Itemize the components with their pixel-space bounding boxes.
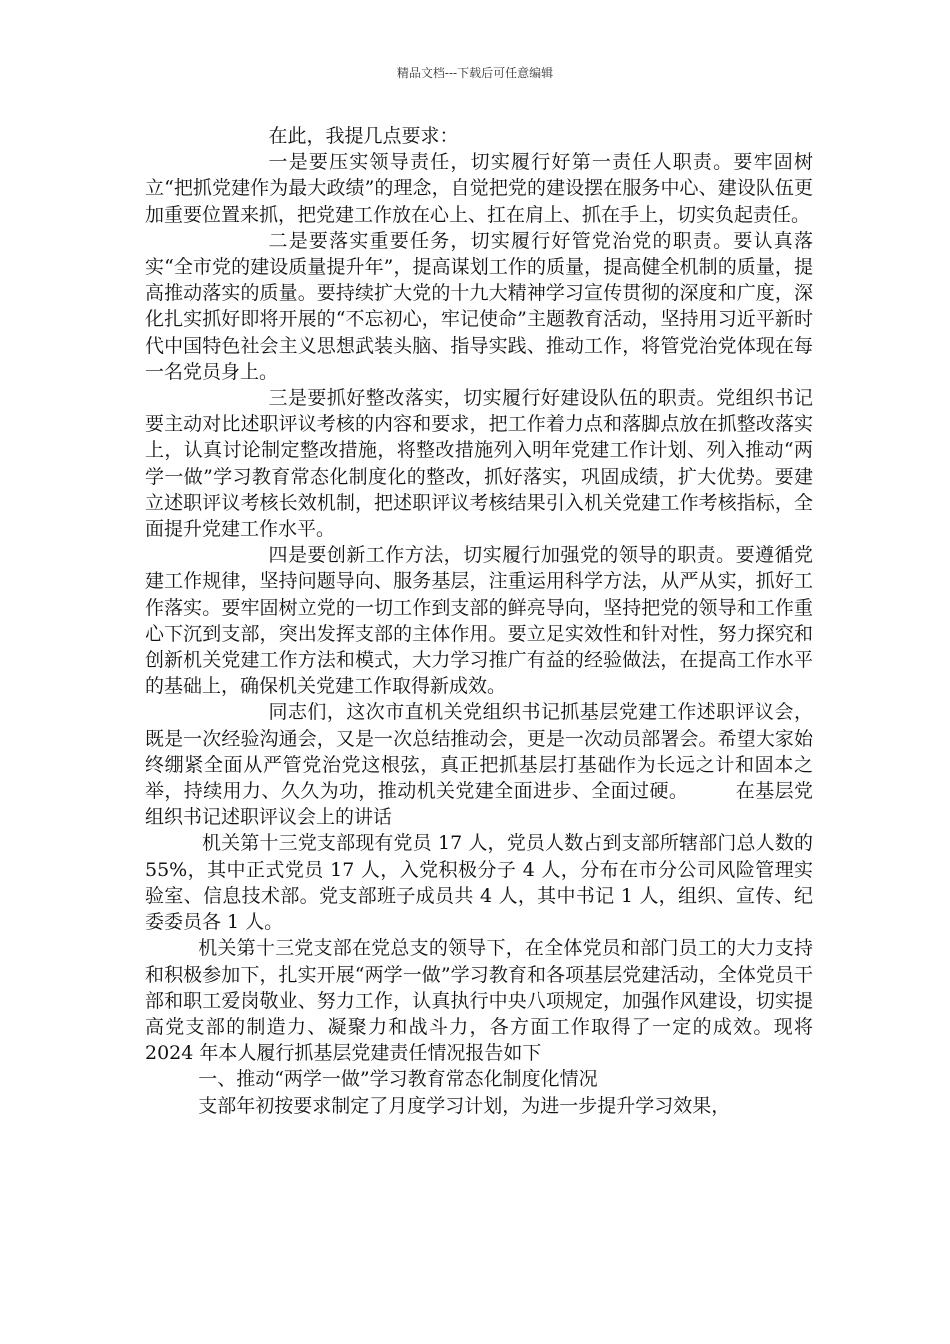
paragraph-study-plan: 支部年初按要求制定了月度学习计划，为进一步提升学习效果，	[198, 1094, 731, 1117]
section-heading-1: 一、推动“两学一做”学习教育常态化制度化情况	[198, 1068, 598, 1091]
paragraph-branch-overview: 机关第十三党支部现有党员 17 人，党员人数占到支部所辖部门总人数的 55%，其中正式党员 17 人，入党积极分子 4 人，分布在市分公司风险管理实验室、信息技术部。党支部班子成员共 4 人，其中书记 1 人，组织、宣传、纪委委员各 1 人。	[145, 832, 813, 934]
document-body	[145, 123, 813, 1119]
paragraph-conclusion	[145, 699, 813, 830]
paragraph-requirement-3: 三是要抓好整改落实，切实履行好建设队伍的职责。党组织书记要主动对比述职评议考核的内容和要求，把工作着力点和落脚点放在抓整改落实上，认真讨论制定整改措施，将整改措施列入明年党建工作计划、列入推动“两学一做”学习教育常态化制度化的整改，抓好落实，巩固成绩，扩大优势。要建立述职评议考核长效机制，把述职评议考核结果引入机关党建工作考核指标，全面提升党建工作水平。	[145, 387, 813, 541]
speech-title: 在基层党组织书记述职评议会上的讲话	[145, 780, 813, 829]
page-header: 精品文档---下载后可任意编辑	[396, 66, 554, 80]
paragraph-requirement-1: 一是要压实领导责任，切实履行好第一责任人职责。要牢固树立“把抓党建作为最大政绩”的理念，自觉把党的建设摆在服务中心、建设队伍更加重要位置来抓，把党建工作放在心上、扛在肩上、抓在手上，切实负起责任。	[145, 151, 813, 226]
paragraph-requirement-4: 四是要创新工作方法，切实履行加强党的领导的职责。要遵循党建工作规律，坚持问题导向、服务基层，注重运用科学方法，从严从实，抓好工作落实。要牢固树立党的一切工作到支部的鲜亮导向，坚持把党的领导和工作重心下沉到支部，突出发挥支部的主体作用。要立足实效性和针对性，努力探究和创新机关党建工作方法和模式，大力学习推广有益的经验做法，在提高工作水平的基础上，确保机关党建工作取得新成效。	[145, 544, 813, 698]
paragraph-branch-work: 机关第十三党支部在党总支的领导下，在全体党员和部门员工的大力支持和积极参加下，扎实开展“两学一做”学习教育和各项基层党建活动，全体党员干部和职工爱岗敬业、努力工作，认真执行中央八项规定，加强作风建设，切实提高党支部的制造力、凝聚力和战斗力，各方面工作取得了一定的成效。现将 2024 年本人履行抓基层党建责任情况报告如下	[145, 937, 813, 1065]
paragraph-requirement-2: 二是要落实重要任务，切实履行好管党治党的职责。要认真落实“全市党的建设质量提升年”，提高谋划工作的质量，提高健全机制的质量，提高推动落实的质量。要持续扩大党的十九大精神学习宣传贯彻的深度和广度，深化扎实抓好即将开展的“不忘初心，牢记使命”主题教育活动，坚持用习近平新时代中国特色社会主义思想武装头脑、指导实践、推动工作，将管党治党体现在每一名党员身上。	[145, 229, 813, 383]
conclusion-text: 同志们，这次市直机关党组织书记抓基层党建工作述职评议会，既是一次经验沟通会，又是一次总结推动会，更是一次动员部署会。希望大家始终绷紧全面从严管党治党这根弦，真正把抓基层打基础作为长远之计和固本之举，持续用力、久久为功，推动机关党建全面进步、全面过硬。	[145, 701, 813, 803]
paragraph-intro: 在此，我提几点要求：	[268, 125, 459, 147]
